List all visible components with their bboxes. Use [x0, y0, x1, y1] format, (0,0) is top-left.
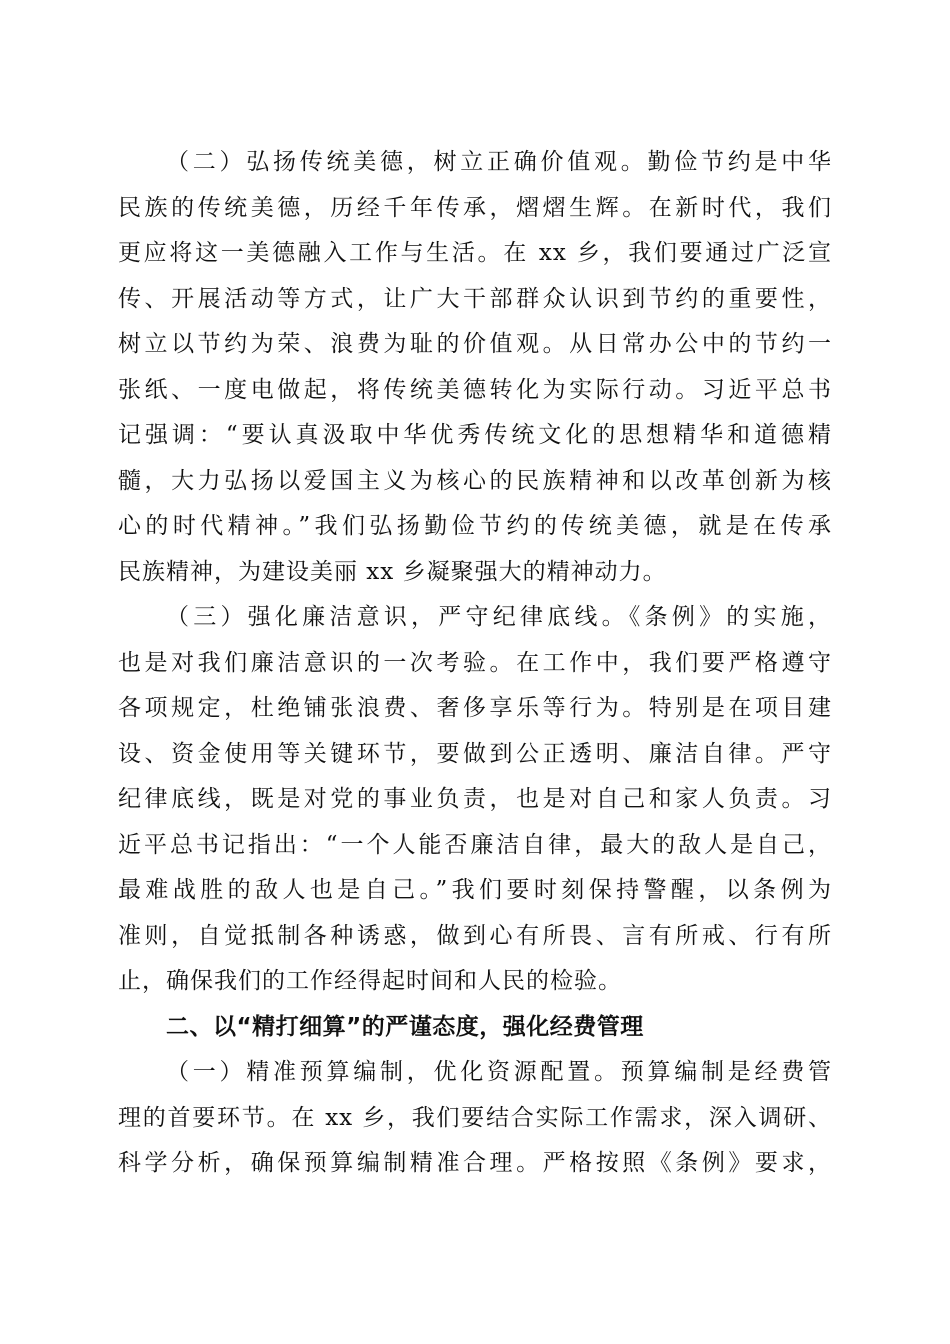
text-line: 科学分析，确保预算编制精准合理。严格按照《条例》要求， [118, 1150, 832, 1176]
text-line: （二）弘扬传统美德，树立正确价值观。勤俭节约是中华 [166, 149, 832, 175]
text-line: 传、开展活动等方式，让广大干部群众认识到节约的重要性， [118, 285, 832, 312]
text-line: （三）强化廉洁意识，严守纪律底线。《条例》的实施， [166, 604, 832, 630]
text-line: （一）精准预算编制，优化资源配置。预算编制是经费管 [166, 1059, 832, 1085]
document-body [118, 140, 832, 1187]
text-line: 也是对我们廉洁意识的一次考验。在工作中，我们要严格遵守 [118, 649, 832, 676]
text-line: 准则，自觉抵制各种诱惑，做到心有所畏、言有所戒、行有所 [118, 922, 832, 949]
paragraph-promote-virtues [118, 140, 832, 595]
text-line: 设、资金使用等关键环节，要做到公正透明、廉洁自律。严守 [118, 740, 832, 767]
text-line: 记强调：“要认真汲取中华优秀传统文化的思想精华和道德精 [118, 422, 832, 448]
text-line: 纪律底线，既是对党的事业负责，也是对自己和家人负责。习 [118, 786, 832, 812]
text-line: 各项规定，杜绝铺张浪费、奢侈享乐等行为。特别是在项目建 [118, 695, 832, 721]
section-heading: 二、以“精打细算”的严谨态度，强化经费管理 [166, 1013, 644, 1040]
text-line: 髓，大力弘扬以爱国主义为核心的民族精神和以改革创新为核 [118, 467, 832, 494]
text-line: 理的首要环节。在 xx 乡，我们要结合实际工作需求，深入调研、 [118, 1104, 832, 1131]
text-line: 更应将这一美德融入工作与生活。在 xx 乡，我们要通过广泛宣 [118, 240, 832, 266]
text-line: 民族精神，为建设美丽 xx 乡凝聚强大的精神动力。 [118, 558, 667, 585]
text-line: 民族的传统美德，历经千年传承，熠熠生辉。在新时代，我们 [118, 194, 832, 221]
text-line: 树立以节约为荣、浪费为耻的价值观。从日常办公中的节约一 [118, 331, 832, 357]
text-line: 近平总书记指出：“一个人能否廉洁自律，最大的敌人是自己， [118, 831, 832, 858]
text-line: 止，确保我们的工作经得起时间和人民的检验。 [118, 968, 622, 994]
text-line: 最难战胜的敌人也是自己。”我们要时刻保持警醒，以条例为 [118, 877, 832, 903]
text-line: 心的时代精神。”我们弘扬勤俭节约的传统美德，就是在传承 [118, 513, 832, 539]
paragraph-budget-planning [118, 1050, 832, 1187]
paragraph-integrity-awareness [118, 595, 832, 1005]
text-line: 张纸、一度电做起，将传统美德转化为实际行动。习近平总书 [118, 376, 832, 403]
